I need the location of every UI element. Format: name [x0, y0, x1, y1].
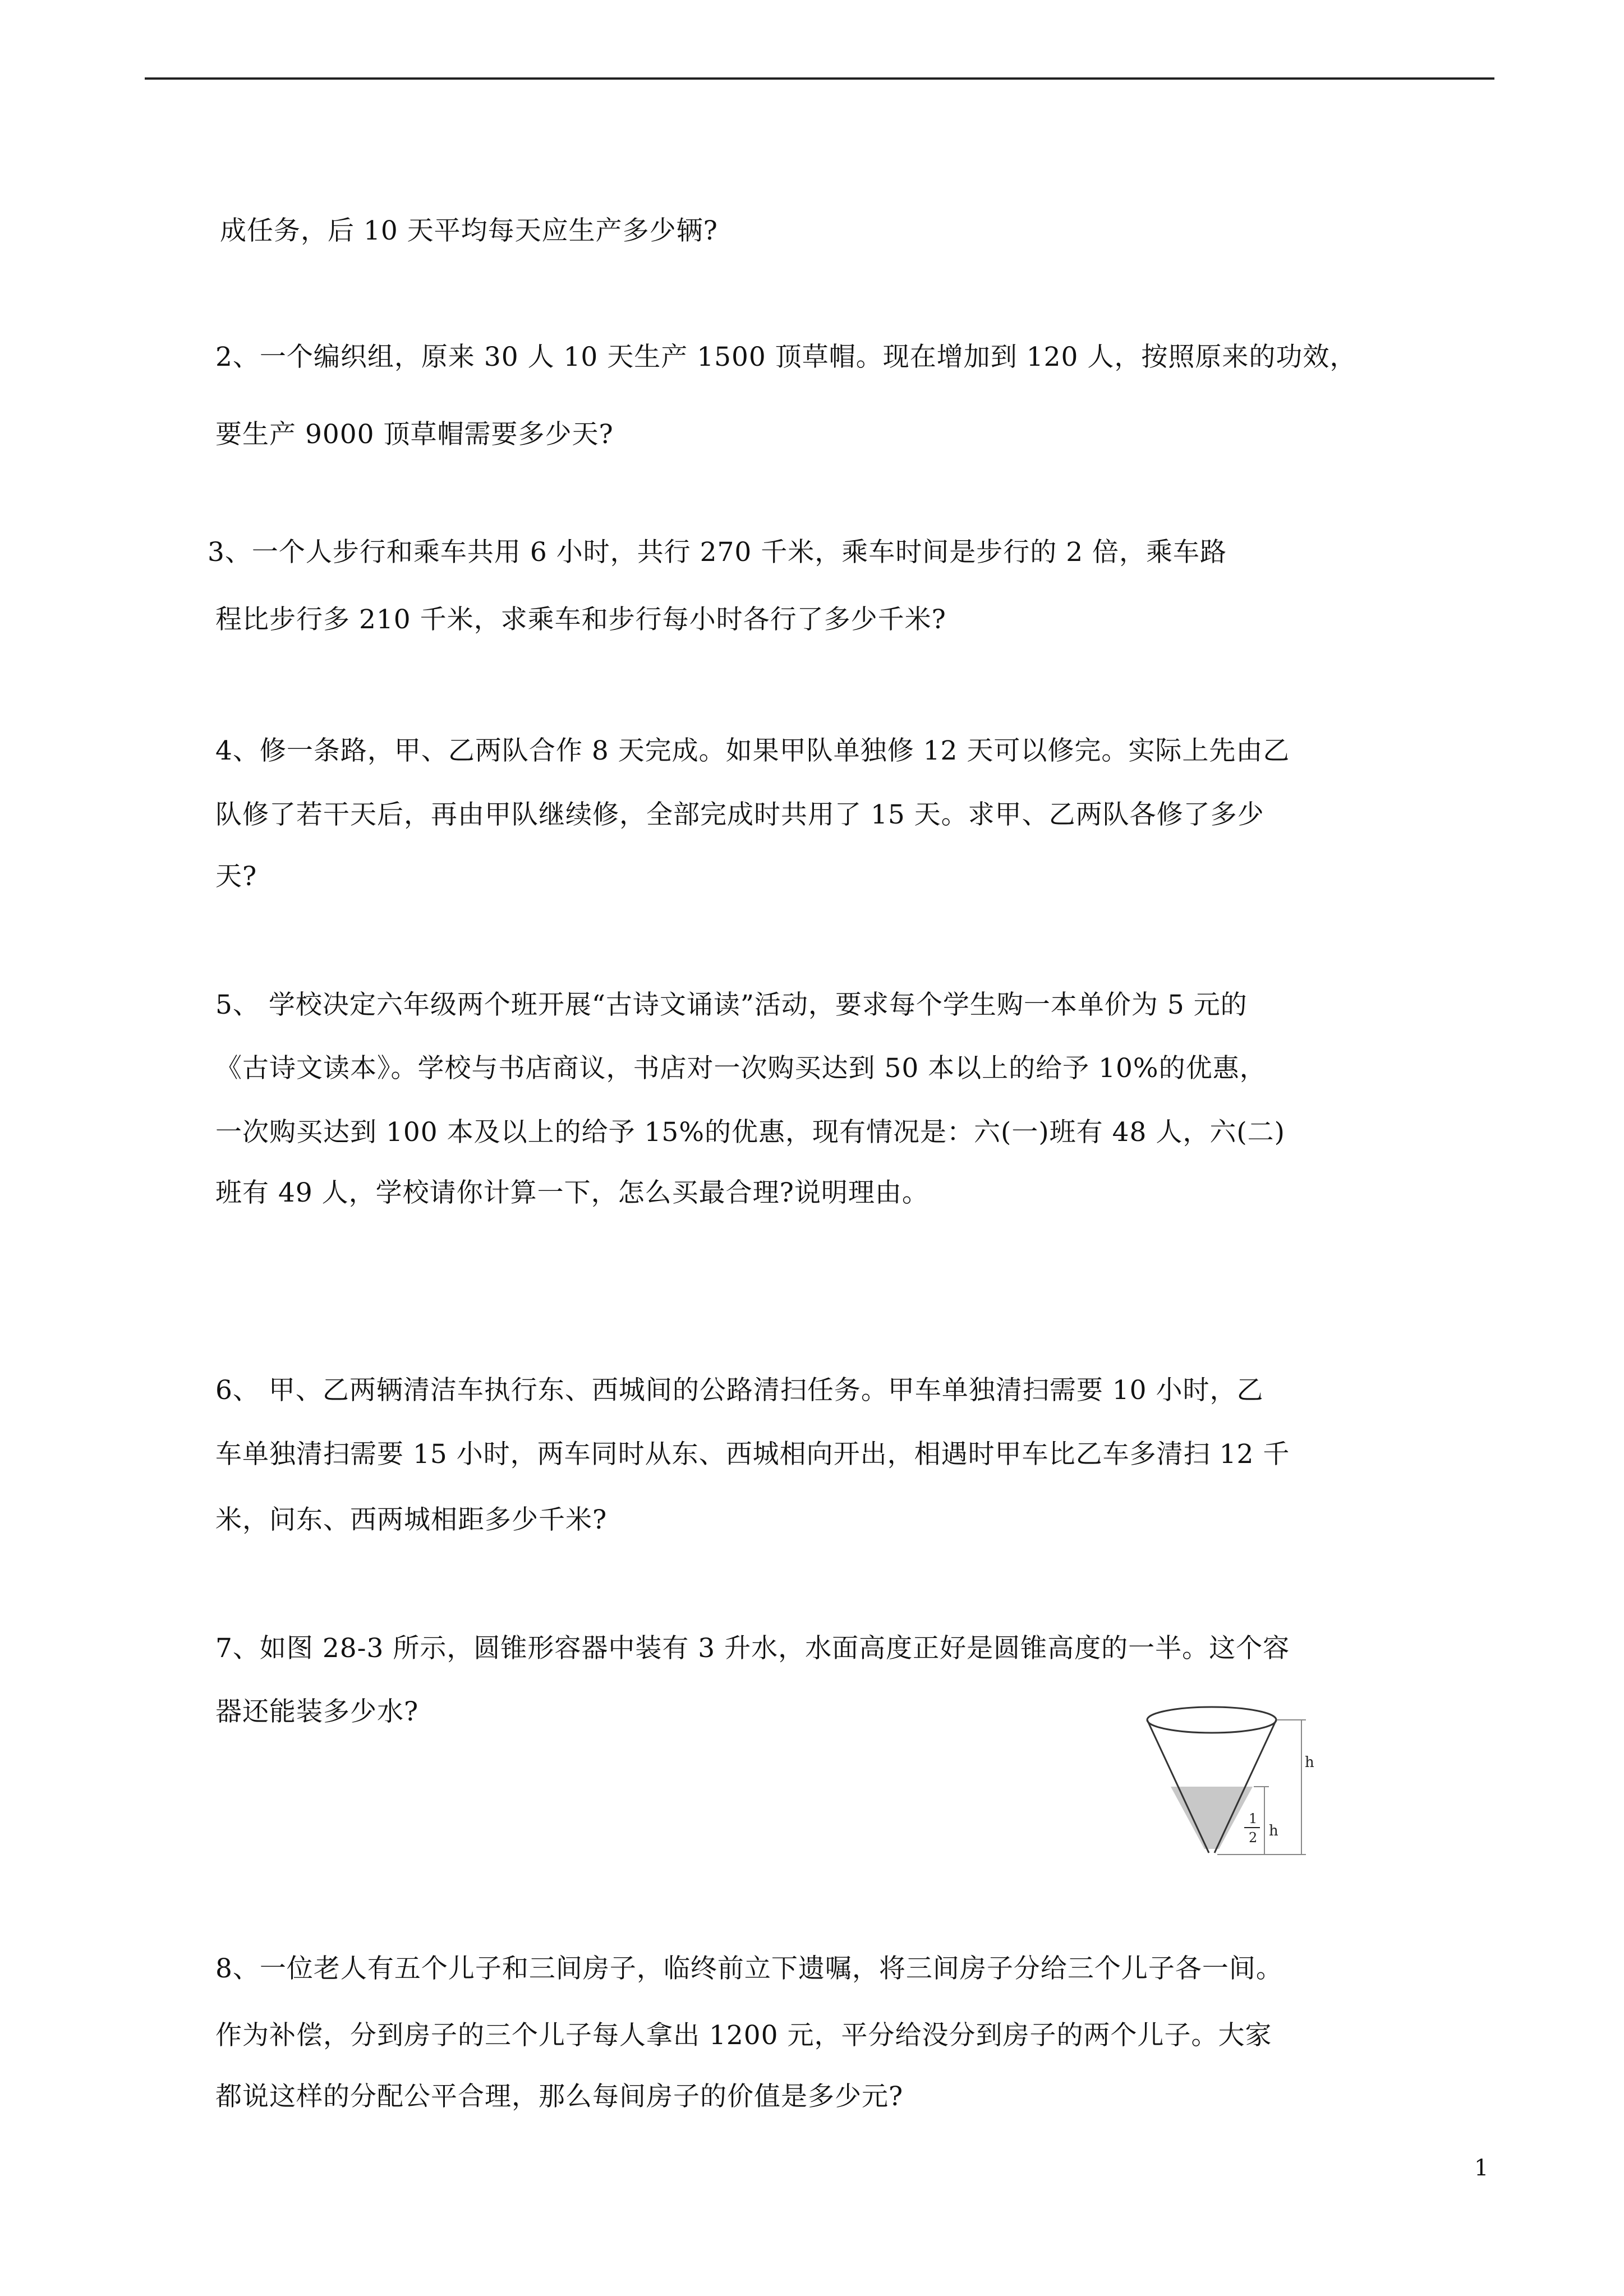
problem-7-line-1: 7、如图 28-3 所示，圆锥形容器中装有 3 升水，水面高度正好是圆锥高度的一半。这个容 [215, 1633, 1290, 1664]
problem-6-line-1: 6、 甲、乙两辆清洁车执行东、西城间的公路清扫任务。甲车单独清扫需要 10 小时，乙 [215, 1375, 1264, 1406]
problem-5-line-3: 一次购买达到 100 本及以上的给予 15%的优惠，现有情况是：六(一)班有 48 人，六(二) [215, 1117, 1286, 1148]
fraction-denominator: 2 [1249, 1830, 1258, 1846]
fraction-numerator: 1 [1249, 1811, 1258, 1826]
problem-5-line-2: 《古诗文读本》。学校与书店商议，书店对一次购买达到 50 本以上的给予 10%的优惠， [215, 1053, 1267, 1084]
problem-4-line-1: 4、修一条路，甲、乙两队合作 8 天完成。如果甲队单独修 12 天可以修完。实际上先由乙 [215, 735, 1290, 766]
problem-8-line-1: 8、一位老人有五个儿子和三间房子，临终前立下遗嘱，将三间房子分给三个儿子各一间。 [215, 1953, 1283, 1984]
problem-6-line-2: 车单独清扫需要 15 小时，两车同时从东、西城相向开出，相遇时甲车比乙车多清扫 12 千 [215, 1439, 1290, 1470]
page-number: 1 [1474, 2155, 1489, 2181]
problem-3-line-1: 3、一个人步行和乘车共用 6 小时，共行 270 千米，乘车时间是步行的 2 倍，乘车路 [208, 537, 1227, 568]
problem-5-line-1: 5、 学校决定六年级两个班开展“古诗文诵读”活动，要求每个学生购一本单价为 5 元的 [215, 990, 1248, 1020]
label-h: h [1305, 1754, 1314, 1771]
cone-figure [1139, 1694, 1329, 1862]
problem-3-line-2: 程比步行多 210 千米，求乘车和步行每小时各行了多少千米? [215, 604, 946, 635]
problem-2-line-2: 要生产 9000 顶草帽需要多少天? [215, 419, 614, 450]
cone-side-left [1147, 1720, 1209, 1853]
problem-7-line-2: 器还能装多少水? [215, 1696, 419, 1727]
problem-2-line-1: 2、一个编织组，原来 30 人 10 天生产 1500 顶草帽。现在增加到 120 人，按照原来的功效， [215, 342, 1357, 372]
problem-5-line-4: 班有 49 人，学校请你计算一下，怎么买最合理?说明理由。 [215, 1177, 929, 1208]
problem-8-line-3: 都说这样的分配公平合理，那么每间房子的价值是多少元? [215, 2081, 904, 2112]
problem-4-line-3: 天? [215, 861, 257, 892]
label-half-h: h [1269, 1823, 1278, 1839]
header-rule [145, 77, 1494, 80]
problem-1-continuation: 成任务，后 10 天平均每天应生产多少辆? [220, 215, 718, 246]
problem-6-line-3: 米，问东、西两城相距多少千米? [215, 1504, 608, 1535]
problem-4-line-2: 队修了若干天后，再由甲队继续修，全部完成时共用了 15 天。求甲、乙两队各修了多少 [215, 799, 1264, 830]
cone-diagram [1139, 1694, 1329, 1862]
cone-rim [1147, 1707, 1276, 1733]
problem-8-line-2: 作为补偿，分到房子的三个儿子每人拿出 1200 元，平分给没分到房子的两个儿子。大家 [215, 2020, 1272, 2051]
